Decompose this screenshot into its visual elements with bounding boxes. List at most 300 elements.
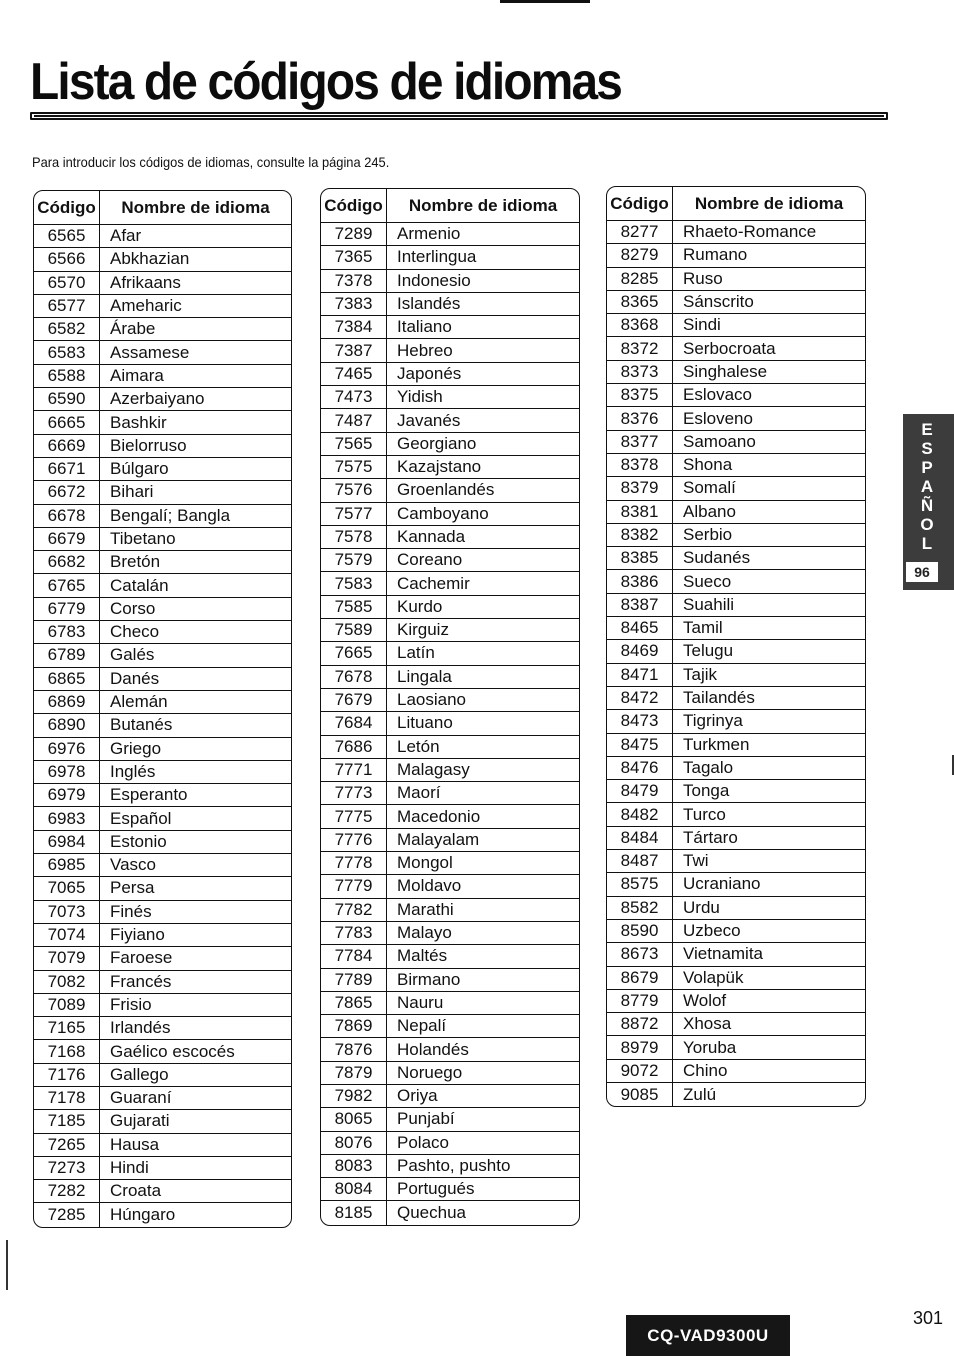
language-code-cell: 6978 [34,761,100,784]
table-row [34,924,291,947]
language-code-cell: 7583 [321,572,387,595]
language-name-cell: Árabe [100,318,291,341]
language-code-cell: 6779 [34,598,100,621]
table-row [34,1203,291,1226]
language-code-cell: 8679 [607,967,673,990]
language-code-cell: 7678 [321,666,387,689]
language-code-cell: 8378 [607,454,673,477]
language-name-cell: Tamil [673,617,865,640]
language-code-cell: 7876 [321,1038,387,1061]
language-code-cell: 7585 [321,596,387,619]
language-code-cell: 8472 [607,687,673,710]
language-name-cell: Sueco [673,570,865,593]
language-code-cell: 6890 [34,714,100,737]
table-row [607,780,865,803]
tab-letter: S [921,439,933,458]
language-name-cell: Moldavo [387,875,579,898]
language-code-cell: 7576 [321,479,387,502]
language-code-cell: 7384 [321,316,387,339]
table-row [607,1060,865,1083]
language-name-cell: Georgiano [387,433,579,456]
language-name-cell: Marathi [387,899,579,922]
language-name-cell: Suahili [673,594,865,617]
table-row [607,547,865,570]
language-code-cell: 7665 [321,642,387,665]
language-code-cell: 7789 [321,969,387,992]
table-row [34,761,291,784]
table-row [321,736,579,759]
language-name-cell: Bretón [100,551,291,574]
language-name-cell: Hebreo [387,339,579,362]
table-row [34,1180,291,1203]
language-name-cell: Interlingua [387,246,579,269]
language-code-cell: 8582 [607,897,673,920]
language-name-cell: Aimara [100,365,291,388]
language-code-cell: 7089 [34,994,100,1017]
language-code-cell: 8372 [607,337,673,360]
table-row [607,967,865,990]
language-name-cell: Tigrinya [673,710,865,733]
language-name-cell: Cachemir [387,572,579,595]
top-edge-mark [500,0,590,3]
language-name-cell: Lingala [387,666,579,689]
table-row [321,1038,579,1061]
table-row [607,268,865,291]
table-row [607,1013,865,1036]
language-code-cell: 8575 [607,873,673,896]
language-code-table-3 [606,186,866,1107]
table-row [321,1085,579,1108]
language-code-cell: 6669 [34,435,100,458]
language-code-cell: 8482 [607,803,673,826]
table-row [321,642,579,665]
language-name-cell: Maorí [387,782,579,805]
language-code-cell: 8376 [607,407,673,430]
table-row [34,225,291,248]
language-code-cell: 8382 [607,524,673,547]
table-row [607,827,865,850]
table-row [321,689,579,712]
table-row [607,687,865,710]
table-row [321,922,579,945]
language-code-cell: 8469 [607,640,673,663]
table-row [321,246,579,269]
language-code-cell: 8471 [607,664,673,687]
language-name-cell: Telugu [673,640,865,663]
table-row [321,805,579,828]
table-row [321,293,579,316]
language-name-cell: Macedonio [387,805,579,828]
code-column-header: Código [321,189,387,223]
language-name-cell: Inglés [100,761,291,784]
language-code-cell: 8487 [607,850,673,873]
language-name-cell: Letón [387,736,579,759]
language-name-cell: Vasco [100,854,291,877]
language-name-cell: Polaco [387,1132,579,1155]
language-name-cell: Griego [100,738,291,761]
language-code-cell: 7387 [321,339,387,362]
language-code-cell: 7589 [321,619,387,642]
language-code-cell: 7879 [321,1062,387,1085]
language-code-cell: 7265 [34,1134,100,1157]
language-code-cell: 7487 [321,409,387,432]
language-name-cell: Laosiano [387,689,579,712]
language-code-cell: 7869 [321,1015,387,1038]
language-name-cell: Volapük [673,967,865,990]
table-row [34,691,291,714]
language-name-cell: Bihari [100,481,291,504]
language-code-cell: 7782 [321,899,387,922]
table-row [321,875,579,898]
language-code-cell: 7784 [321,945,387,968]
table-row [34,551,291,574]
table-row [34,1157,291,1180]
language-name-cell: Español [100,807,291,830]
table-row [607,407,865,430]
tab-letter: Ñ [920,496,934,515]
language-name-cell: Eslovaco [673,384,865,407]
language-code-cell: 7686 [321,736,387,759]
table-row [34,1064,291,1087]
table-row [607,757,865,780]
language-name-cell: Malagasy [387,759,579,782]
intro-text: Para introducir los códigos de idiomas, consulte la página 245. [32,154,390,170]
language-name-cell: Serbio [673,524,865,547]
table-row [34,877,291,900]
language-code-cell: 7378 [321,270,387,293]
language-name-cell: Malayalam [387,829,579,852]
language-code-cell: 6570 [34,272,100,295]
language-code-cell: 7771 [321,759,387,782]
language-name-cell: Húngaro [110,1205,176,1225]
language-code-cell: 9072 [607,1060,673,1083]
language-name-cell: Ameharic [100,295,291,318]
table-row [321,1178,579,1201]
margin-tick [952,755,954,775]
language-code-cell: 8277 [607,221,673,244]
table-row [321,316,579,339]
language-name-column-header: Nombre de idioma [387,189,579,223]
table-row [607,501,865,524]
language-name-cell: Alemán [100,691,291,714]
language-name-cell: Guaraní [100,1087,291,1110]
page-number: 301 [913,1308,944,1328]
language-code-cell: 7465 [321,363,387,386]
language-name-cell: Esperanto [100,784,291,807]
language-name-cell: Singhalese [673,361,865,384]
language-name-cell: Urdu [673,897,865,920]
table-row [321,339,579,362]
table-row [607,640,865,663]
table-row [34,435,291,458]
language-code-cell: 8387 [607,594,673,617]
tab-letter: E [921,420,933,439]
language-code-cell: 8381 [607,501,673,524]
language-name-cell: Mongol [387,852,579,875]
language-name-cell: Fiyiano [100,924,291,947]
language-code-cell: 7273 [34,1157,100,1180]
language-code-cell: 7168 [34,1040,100,1063]
language-name-cell: Italiano [387,316,579,339]
table-row [34,598,291,621]
language-name-cell: Wolof [673,990,865,1013]
table-row [34,295,291,318]
language-name-cell: Gallego [100,1064,291,1087]
table-row [34,1087,291,1110]
table-row [34,528,291,551]
language-name-cell: Tajik [673,664,865,687]
table-row [607,897,865,920]
table-row [34,318,291,341]
table-row [34,854,291,877]
language-code-cell: 6869 [34,691,100,714]
language-name-cell: Xhosa [673,1013,865,1036]
table-row [607,524,865,547]
language-name-cell: Afar [100,225,291,248]
table-row [607,664,865,687]
language-name-cell: Ucraniano [673,873,865,896]
table-row [321,549,579,572]
table-row [34,831,291,854]
table-row [34,505,291,528]
table-row [321,386,579,409]
language-code-cell: 7073 [34,901,100,924]
table-row [34,574,291,597]
table-row [34,365,291,388]
language-code-cell: 7779 [321,875,387,898]
tab-letter: P [921,458,933,477]
language-name-cell: Gujarati [100,1110,291,1133]
table-row [321,782,579,805]
language-code-cell: 8375 [607,384,673,407]
language-name-cell: Azerbaiyano [100,388,291,411]
language-code-cell: 7082 [34,971,100,994]
table-row [607,244,865,267]
language-code-cell: 7579 [321,549,387,572]
language-name-cell: Tagalo [673,757,865,780]
language-name-cell: Finés [100,901,291,924]
table-row [607,454,865,477]
table-row [321,270,579,293]
tab-letter: O [920,515,934,534]
language-code-cell: 7185 [34,1110,100,1133]
language-code-cell: 6588 [34,365,100,388]
language-code-table-1 [33,190,292,1228]
language-code-cell: 6590 [34,388,100,411]
language-name-cell: Tibetano [100,528,291,551]
language-code-cell: 7282 [34,1180,100,1203]
table-row [607,384,865,407]
table-row [321,1015,579,1038]
language-code-cell: 8673 [607,943,673,966]
language-code-cell: 6865 [34,668,100,691]
language-code-cell: 6679 [34,528,100,551]
language-name-cell: Quechua [397,1203,466,1223]
language-name-cell: Kirguiz [387,619,579,642]
language-code-cell: 7783 [321,922,387,945]
language-code-cell: 8872 [607,1013,673,1036]
table-row [34,621,291,644]
language-code-cell: 7383 [321,293,387,316]
table-row [607,314,865,337]
language-code-cell: 6583 [34,341,100,364]
language-code-cell: 7165 [34,1017,100,1040]
table-row [321,712,579,735]
table-row [607,337,865,360]
language-code-cell: 7178 [34,1087,100,1110]
language-name-cell: Vietnamita [673,943,865,966]
table-row [34,388,291,411]
table-row [321,526,579,549]
language-name-cell: Punjabí [387,1108,579,1131]
table-row [607,291,865,314]
margin-line [6,1240,8,1290]
language-name-cell: Yidish [387,386,579,409]
language-code-cell: 8590 [607,920,673,943]
section-tab-number: 96 [906,562,938,582]
table-row [321,433,579,456]
language-name-cell: Maltés [387,945,579,968]
language-code-cell: 6682 [34,551,100,574]
language-name-cell: Noruego [387,1062,579,1085]
language-name-cell: Danés [100,668,291,691]
language-name-cell: Bielorruso [100,435,291,458]
language-name-cell: Tonga [673,780,865,803]
language-name-cell: Yoruba [673,1036,865,1059]
table-row [34,644,291,667]
table-row [34,807,291,830]
table-row [607,734,865,757]
language-name-cell: Hausa [100,1134,291,1157]
language-name-cell: Uzbeco [673,920,865,943]
language-code-cell: 7074 [34,924,100,947]
language-code-cell: 8285 [607,268,673,291]
language-code-cell: 6565 [34,225,100,248]
table-row [34,1110,291,1133]
table-row [607,221,865,244]
language-name-cell: Samoano [673,431,865,454]
table-row [607,943,865,966]
language-code-cell: 7176 [34,1064,100,1087]
language-code-cell: 6678 [34,505,100,528]
language-name-cell: Corso [100,598,291,621]
language-code-cell: 8365 [607,291,673,314]
language-name-column-header: Nombre de idioma [100,191,291,225]
language-code-table-2 [320,188,580,1226]
table-row [34,668,291,691]
table-row [34,971,291,994]
language-name-cell: Abkhazian [100,248,291,271]
language-code-cell: 6789 [34,644,100,667]
language-code-cell: 6983 [34,807,100,830]
language-code-cell: 6985 [34,854,100,877]
table-row [607,1083,865,1106]
language-name-cell: Indonesio [387,270,579,293]
language-name-cell: Kazajstano [387,456,579,479]
language-code-cell: 8084 [321,1178,387,1201]
table-row [321,1108,579,1131]
language-code-cell: 7575 [321,456,387,479]
table-row [34,248,291,271]
table-row [34,341,291,364]
language-code-cell: 7473 [321,386,387,409]
table-row [321,1155,579,1178]
language-name-cell: Zulú [683,1084,717,1104]
language-name-cell: Estonio [100,831,291,854]
table-row [607,710,865,733]
table-row [34,901,291,924]
language-name-cell: Kurdo [387,596,579,619]
language-code-cell: 9085 [607,1083,673,1106]
language-code-cell: 7679 [321,689,387,712]
language-name-cell: Bashkir [100,411,291,434]
language-name-cell: Nauru [387,992,579,1015]
language-name-cell: Rumano [673,244,865,267]
language-code-cell: 8368 [607,314,673,337]
language-code-cell: 8083 [321,1155,387,1178]
page-title: Lista de códigos de idiomas [30,53,621,111]
table-row [607,990,865,1013]
language-code-cell: 8779 [607,990,673,1013]
language-name-cell: Catalán [100,574,291,597]
language-name-cell: Somalí [673,477,865,500]
language-name-cell: Turco [673,803,865,826]
table-row [321,852,579,875]
table-row [34,784,291,807]
table-row [321,829,579,852]
language-code-cell: 6984 [34,831,100,854]
language-name-cell: Búlgaro [100,458,291,481]
section-tab-letters [912,420,942,553]
language-name-cell: Camboyano [387,503,579,526]
table-row [34,714,291,737]
language-code-cell: 6783 [34,621,100,644]
table-row [607,803,865,826]
language-code-cell: 8473 [607,710,673,733]
language-name-cell: Sánscrito [673,291,865,314]
table-row [607,594,865,617]
table-row [321,945,579,968]
language-code-cell: 7778 [321,852,387,875]
language-name-cell: Bengalí; Bangla [100,505,291,528]
language-name-cell: Coreano [387,549,579,572]
language-name-cell: Portugués [387,1178,579,1201]
table-row [607,570,865,593]
language-code-cell: 7365 [321,246,387,269]
language-name-cell: Rhaeto-Romance [673,221,865,244]
table-row [321,572,579,595]
tab-letter: A [920,477,934,496]
language-code-cell: 6672 [34,481,100,504]
language-name-cell: Pashto, pushto [387,1155,579,1178]
language-code-cell: 6765 [34,574,100,597]
table-row [607,617,865,640]
language-name-cell: Holandés [387,1038,579,1061]
language-name-cell: Albano [673,501,865,524]
language-name-cell: Latín [387,642,579,665]
language-code-cell: 7684 [321,712,387,735]
language-code-cell: 7865 [321,992,387,1015]
language-code-cell: 7285 [34,1203,100,1226]
language-code-cell: 8479 [607,780,673,803]
table-row [321,596,579,619]
language-name-cell: Faroese [100,947,291,970]
table-row [321,363,579,386]
language-code-cell: 6582 [34,318,100,341]
language-name-cell: Checo [100,621,291,644]
language-name-cell: Ruso [673,268,865,291]
language-name-cell: Hindi [100,1157,291,1180]
